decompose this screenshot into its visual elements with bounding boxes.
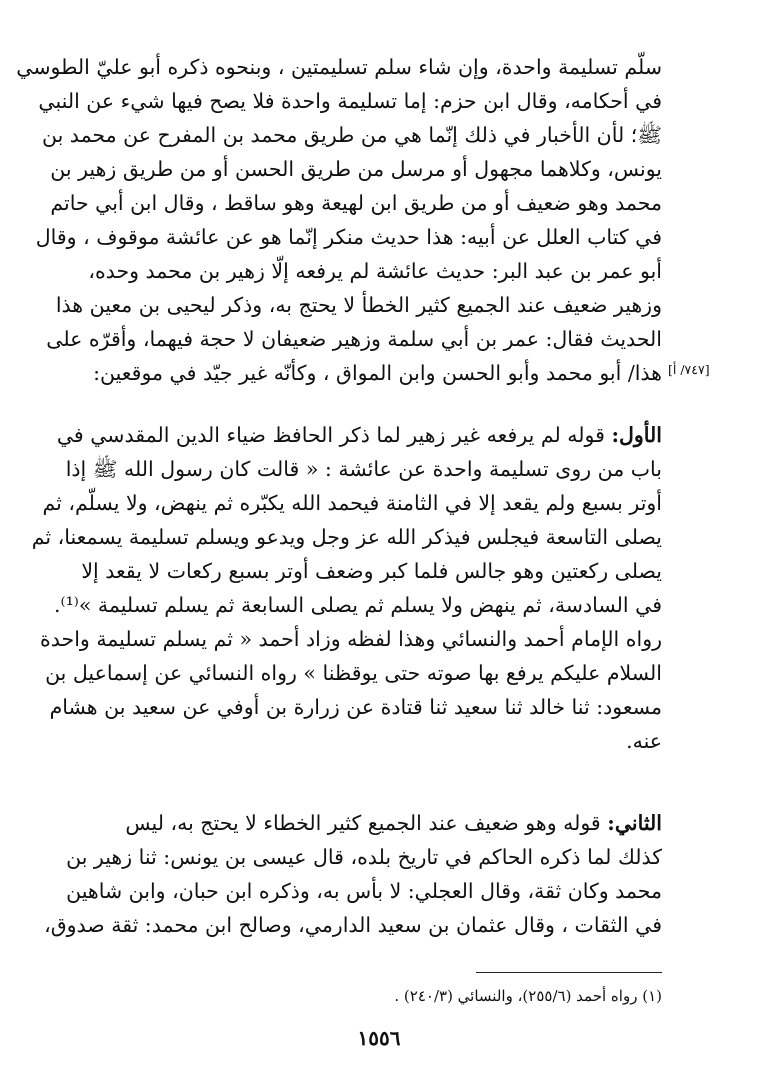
- paragraph-2: [31, 418, 662, 758]
- text-line: مسعود: ثنا خالد ثنا سعيد ثنا قتادة عن زرارة بن أوفي عن سعيد بن هشام: [49, 695, 662, 719]
- text-line-rest: قوله لم يرفعه غير زهير لما ذكر الحافظ ضياء الدين المقدسي في: [56, 423, 612, 447]
- text-line: باب من روى تسليمة واحدة عن عائشة : « قالت كان رسول الله ﷺ إذا: [65, 457, 662, 481]
- section-lead-first: الأول:: [611, 423, 662, 447]
- text-line: السلام عليكم يرفع بها صوته حتى يوقظنا » رواه النسائي عن إسماعيل بن: [45, 661, 662, 685]
- text-line: أبو عمر بن عبد البر: حديث عائشة لم يرفعه إلّا زهير بن محمد وحده،: [88, 259, 662, 283]
- text-line: في أحكامه، وقال ابن حزم: إما تسليمة واحدة فلا يصح فيها شيء عن النبي: [38, 89, 662, 113]
- text-line: [56, 418, 662, 452]
- text-line: وزهير ضعيف عند الجميع كثير الخطأ لا يحتج به، وذكر ليحيى بن معين هذا: [55, 293, 662, 317]
- text-line: يصلى ركعتين وهو جالس فلما كبر وضعف أوتر بسبع ركعات لا يقعد إلا: [81, 559, 662, 583]
- paragraph-3: [44, 806, 662, 942]
- footnote-separator: [476, 972, 662, 973]
- text-line: في كتاب العلل عن أبيه: هذا حديث منكر إنّما هو عن عائشة موقوف ، وقال: [35, 225, 662, 249]
- text-line: يصلى التاسعة فيجلس فيذكر الله عز وجل ويدعو ويسلم تسليمة يسمعنا، ثم: [31, 525, 662, 549]
- paragraph-1: [16, 50, 662, 390]
- text-line-rest: قوله وهو ضعيف عند الجميع كثير الخطاء لا يحتج به، ليس: [125, 811, 608, 835]
- text-line: الحديث فقال: عمر بن أبي سلمة وزهير ضعيفان لا حجة فيهما، وأقرّه على: [46, 327, 662, 351]
- text-line: ﷺ؛ لأن الأخبار في ذلك إنّما هي من طريق محمد بن المفرح عن محمد بن: [41, 123, 662, 147]
- section-lead-second: الثاني:: [607, 811, 662, 835]
- text-line: هذا/ أبو محمد وأبو الحسن وابن المواق ، وكأنّه غير جيّد في موقعين:: [93, 361, 662, 385]
- text-line: رواه الإمام أحمد والنسائي وهذا لفظه وزاد أحمد « ثم يسلم تسليمة واحدة: [40, 627, 662, 651]
- text-line: في الثقات ، وقال عثمان بن سعيد الدارمي، وصالح ابن محمد: ثقة صدوق،: [44, 913, 662, 937]
- text-line: كذلك لما ذكره الحاكم في تاريخ بلده، قال عيسى بن يونس: ثنا زهير بن: [66, 845, 662, 869]
- text-line: عنه.: [626, 729, 662, 753]
- text-line: يونس، وكلاهما مجهول أو مرسل من طريق الحسن أو من طريق زهير بن: [50, 157, 662, 181]
- text-line: محمد وكان ثقة، وقال العجلي: لا بأس به، وذكره ابن حبان، وابن شاهين: [66, 879, 662, 903]
- text-line: أوتر بسبع ولم يقعد إلا في الثامنة فيحمد الله يكبّره ثم ينهض، ولا يسلّم، ثم: [42, 491, 662, 515]
- page-number: ١٥٥٦: [357, 1026, 401, 1050]
- text-line: محمد وهو ضعيف أو من طريق ابن لهيعة وهو ساقط ، وقال ابن أبي حاتم: [50, 191, 662, 215]
- text-line: في السادسة، ثم ينهض ولا يسلم ثم يصلى السابعة ثم يسلم تسليمة »⁽¹⁾.: [54, 593, 662, 617]
- footnote: (١) رواه أحمد (٢٥٥/٦)، والنسائي (٢٤٠/٣) .: [394, 987, 662, 1005]
- text-line: سلّم تسليمة واحدة، وإن شاء سلم تسليمتين ، وبنحوه ذكره أبو عليّ الطوسي: [16, 55, 662, 79]
- manuscript-folio-reference: [٧٤٧/ أ]: [668, 362, 710, 377]
- text-line: [64, 806, 662, 840]
